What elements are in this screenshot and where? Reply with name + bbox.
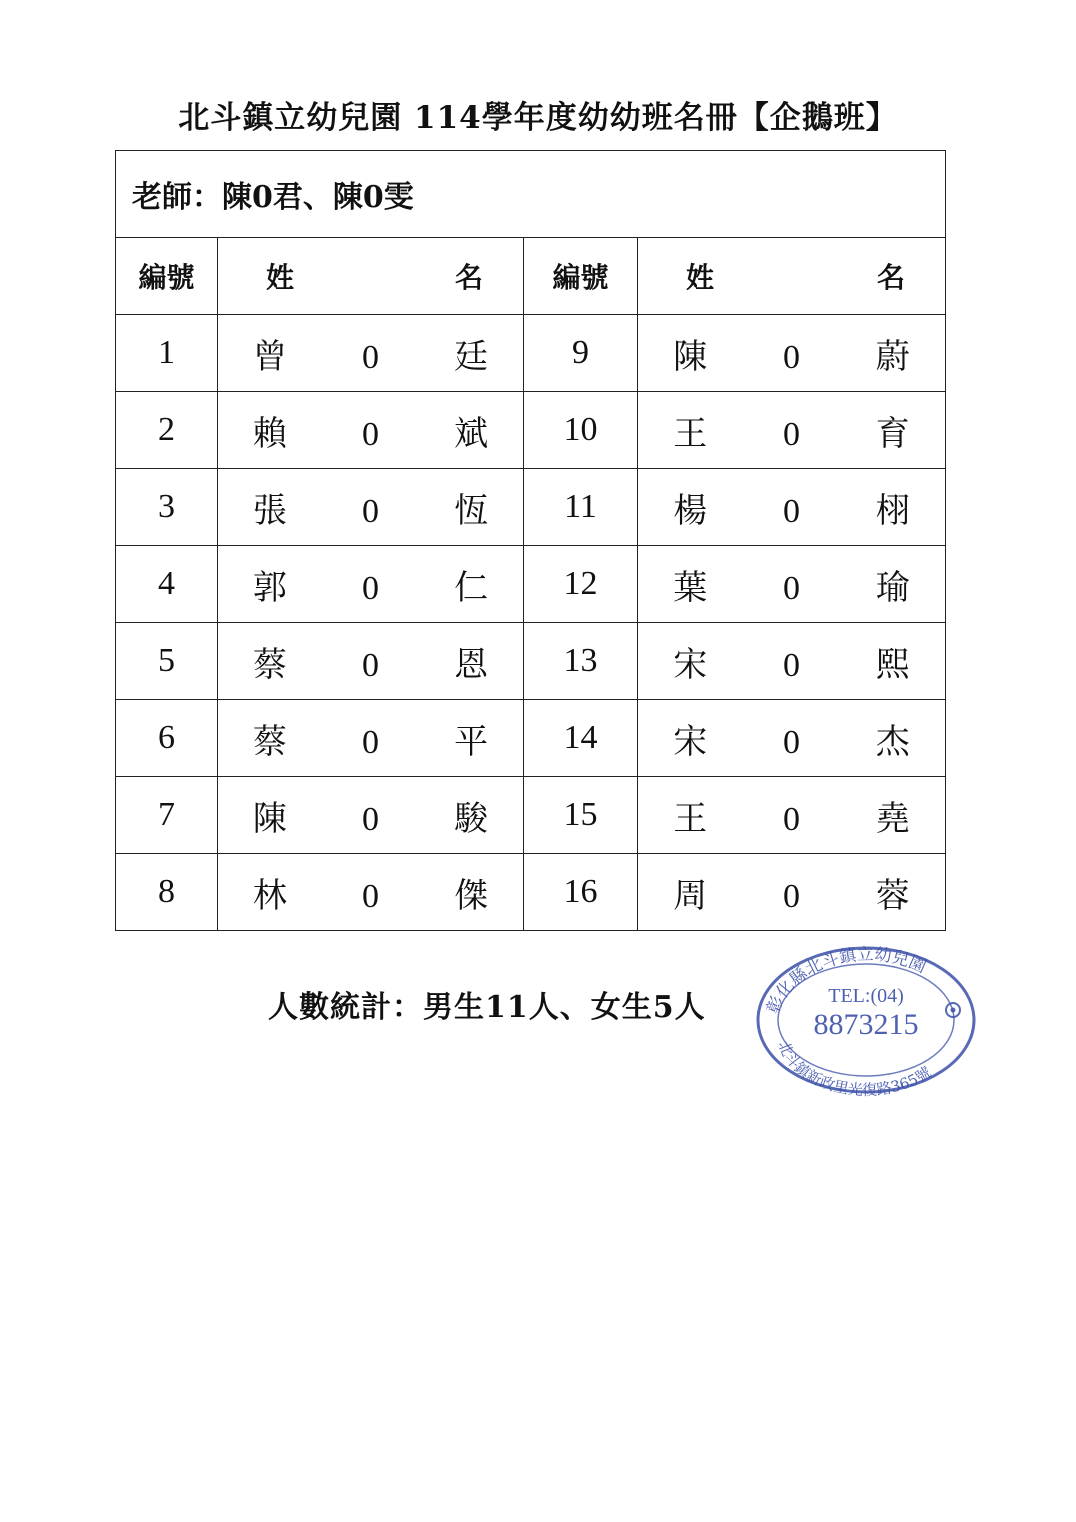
student-given-name: 平 <box>454 721 489 762</box>
teacher-line: 老師：陳0君、陳0雯 <box>116 151 946 238</box>
student-given-name: 瑜 <box>875 567 910 608</box>
student-name-mask: 0 <box>361 338 379 376</box>
student-number: 13 <box>524 623 638 700</box>
student-given-name: 仁 <box>454 567 489 608</box>
student-name <box>218 777 524 854</box>
header-name-left <box>218 238 524 315</box>
student-surname: 宋 <box>673 644 708 685</box>
student-surname: 陳 <box>673 336 708 377</box>
student-given-name: 堯 <box>875 798 910 839</box>
student-surname: 林 <box>252 875 287 916</box>
student-name <box>218 546 524 623</box>
student-given-name: 熙 <box>875 644 910 685</box>
student-name <box>218 623 524 700</box>
seal-phone: 8873215 <box>813 1008 919 1041</box>
student-name-mask: 0 <box>782 723 800 761</box>
student-name <box>638 623 946 700</box>
student-name-mask: 0 <box>782 492 800 530</box>
student-name <box>638 700 946 777</box>
table-row <box>116 777 946 854</box>
student-name-mask: 0 <box>361 800 379 838</box>
student-number: 15 <box>524 777 638 854</box>
header-num-right: 編號 <box>524 238 638 315</box>
table-row <box>116 546 946 623</box>
student-name <box>218 700 524 777</box>
student-name-mask: 0 <box>361 492 379 530</box>
student-name <box>638 392 946 469</box>
student-given-name: 育 <box>875 413 910 454</box>
student-number: 7 <box>116 777 218 854</box>
student-number: 16 <box>524 854 638 931</box>
student-name-mask: 0 <box>361 723 379 761</box>
student-name <box>218 854 524 931</box>
table-row <box>116 392 946 469</box>
student-number: 11 <box>524 469 638 546</box>
student-number: 1 <box>116 315 218 392</box>
student-given-name: 傑 <box>454 875 489 916</box>
student-given-name: 恩 <box>454 644 489 685</box>
student-name-mask: 0 <box>782 569 800 607</box>
student-name-mask: 0 <box>361 415 379 453</box>
student-surname: 陳 <box>252 798 287 839</box>
headcount-summary: 人數統計：男生11人、女生5人 <box>268 990 706 1025</box>
roster-table <box>115 150 946 931</box>
student-number: 5 <box>116 623 218 700</box>
seal-top-text: 彰化縣北斗鎮立幼兒園 <box>763 944 929 1017</box>
header-surname-right: 姓 <box>686 261 715 294</box>
student-surname: 周 <box>673 875 708 916</box>
student-number: 9 <box>524 315 638 392</box>
student-name-mask: 0 <box>782 800 800 838</box>
header-row <box>116 238 946 315</box>
student-name-mask: 0 <box>782 877 800 915</box>
student-surname: 蔡 <box>252 644 287 685</box>
student-name-mask: 0 <box>782 415 800 453</box>
seal-bottom-text: 北斗鎮新政里光復路365號 <box>774 1038 935 1098</box>
student-given-name: 廷 <box>454 336 489 377</box>
seal-tel-label: TEL:(04) <box>828 985 904 1007</box>
table-row <box>116 700 946 777</box>
student-name-mask: 0 <box>782 646 800 684</box>
student-number: 4 <box>116 546 218 623</box>
student-surname: 郭 <box>252 567 287 608</box>
student-name <box>638 777 946 854</box>
student-number: 12 <box>524 546 638 623</box>
header-surname-left: 姓 <box>266 261 295 294</box>
student-name-mask: 0 <box>361 569 379 607</box>
student-surname: 曾 <box>252 336 287 377</box>
student-name <box>638 546 946 623</box>
student-surname: 楊 <box>673 490 708 531</box>
student-name <box>638 469 946 546</box>
student-surname: 宋 <box>673 721 708 762</box>
student-number: 2 <box>116 392 218 469</box>
student-name <box>218 315 524 392</box>
header-given-left: 名 <box>454 261 483 294</box>
student-number: 3 <box>116 469 218 546</box>
header-num-left: 編號 <box>116 238 218 315</box>
student-name <box>218 392 524 469</box>
student-name <box>218 469 524 546</box>
student-given-name: 蔚 <box>875 336 910 377</box>
student-name <box>638 315 946 392</box>
student-name <box>638 854 946 931</box>
student-given-name: 斌 <box>454 413 489 454</box>
student-name-mask: 0 <box>361 646 379 684</box>
table-row <box>116 315 946 392</box>
header-name-right <box>638 238 946 315</box>
student-name-mask: 0 <box>361 877 379 915</box>
student-surname: 王 <box>673 798 708 839</box>
student-given-name: 駿 <box>454 798 489 839</box>
student-given-name: 恆 <box>454 490 489 531</box>
document-title: 北斗鎮立幼兒園 114學年度幼幼班名冊【企鵝班】 <box>178 100 898 136</box>
table-row <box>116 854 946 931</box>
school-seal-stamp <box>748 938 978 1098</box>
student-number: 10 <box>524 392 638 469</box>
student-surname: 賴 <box>252 413 287 454</box>
student-given-name: 蓉 <box>875 875 910 916</box>
student-surname: 張 <box>252 490 287 531</box>
header-given-right: 名 <box>876 261 905 294</box>
student-given-name: 栩 <box>875 490 910 531</box>
student-given-name: 杰 <box>875 721 910 762</box>
table-row <box>116 469 946 546</box>
student-surname: 葉 <box>673 567 708 608</box>
student-number: 14 <box>524 700 638 777</box>
student-number: 6 <box>116 700 218 777</box>
student-surname: 蔡 <box>252 721 287 762</box>
student-number: 8 <box>116 854 218 931</box>
student-name-mask: 0 <box>782 338 800 376</box>
student-surname: 王 <box>673 413 708 454</box>
table-row <box>116 623 946 700</box>
